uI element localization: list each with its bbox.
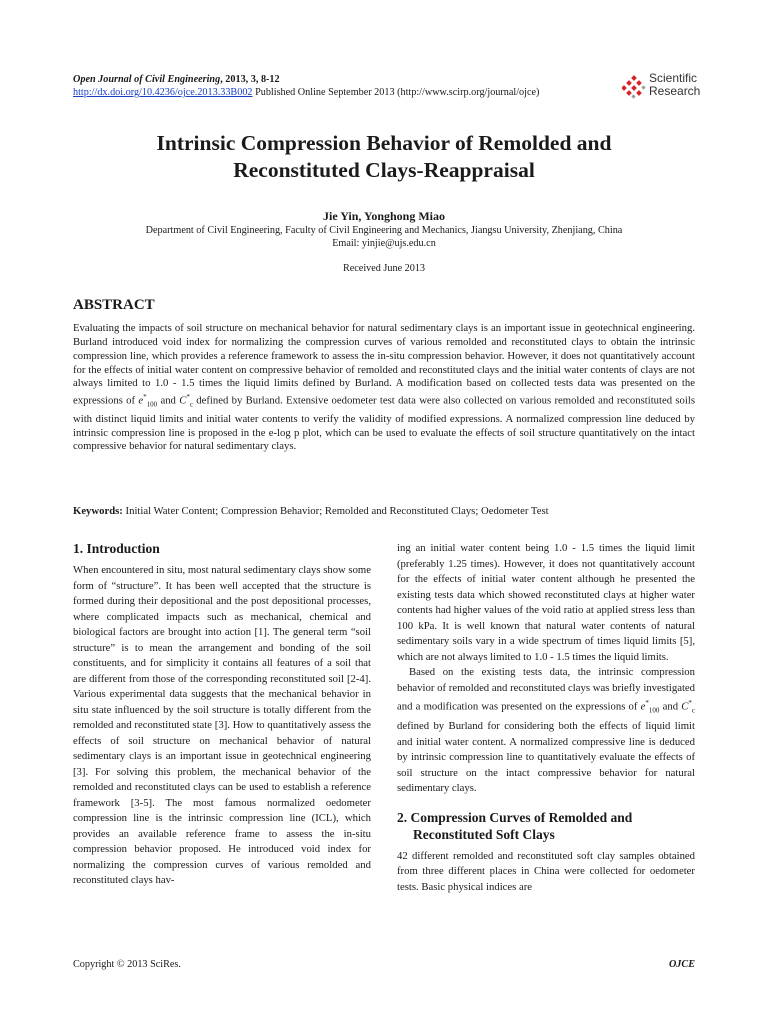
keywords-label: Keywords: [73,505,123,517]
journal-citation: , 2013, 3, 8-12 [220,74,280,85]
left-column [73,540,371,935]
intro-paragraph-1: When encountered in situ, most natural sedimentary clays show some form of “structure”. It has been well accepted that the structure is formed during their depositional and the post depositional processes, where complicated impacts such as mechanical, chemical and biological factors are brought into action [1]. The general term “soil structure” is to mean the arrangement and bonding of the soil constituents, and for simplicity it contains all features of a soil that are different from those of the corresponding reconstituted soil [2-4]. Various experimental data suggests that the mechanical behavior in situ state influenced by the soil structure is totally different from the remolded and reconstituted state [3]. How to quantitatively assess the effects of soil structure on mechanical behavior of natural sedimentary clays is an important issue in geotechnical engineering [3]. For solving this problem, the mechanical behavior of the remolded and reconstituted clays can be used to establish a reference framework [3-5]. The most famous normalized oedometer compression line is the intrinsic compression line (ICL), which provides an available reference frame to assess the in-situ compression behavior proposed. He introduced void index for normalizing the compression curves of various remolded and reconstituted clays hav- [73,564,371,886]
doi-link[interactable]: http://dx.doi.org/10.4236/ojce.2013.33B002 [73,87,253,98]
authors: Jie Yin, Yonghong Miao [322,209,445,223]
journal-header [73,73,539,99]
abstract-heading: ABSTRACT [73,297,155,313]
section2-paragraph: 42 different remolded and reconstituted soft clay samples obtained from three different places in China were collected for oedometer tests. Basic physical indices are [397,849,695,893]
right-column [397,541,695,895]
intro-heading: 1. Introduction [73,541,160,556]
logo-text-line1: Scientific [649,71,698,85]
title-line2: Reconstituted Clays-Reappraisal [233,158,535,182]
title-line1: Intrinsic Compression Behavior of Remolded and [156,131,612,155]
logo-text-line2: Research [649,84,701,98]
affiliation: Department of Civil Engineering, Faculty of Civil Engineering and Mechanics, Jiangsu University, Zhenjiang, China [145,225,623,236]
received-date: Received June 2013 [342,263,426,274]
paper-title [60,130,708,184]
journal-name: Open Journal of Civil Engineering [73,74,221,85]
publication-info: Published Online September 2013 (http://www.scirp.org/journal/ojce) [252,87,540,98]
scientific-research-logo [622,72,702,100]
keywords-text: Initial Water Content; Compression Behavior; Remolded and Reconstituted Clays; Oedometer Test [122,505,549,517]
affiliation-block [60,224,708,250]
intro-paragraph-2: Based on the existing tests data, the intrinsic compression behavior of remolded and reconstituted clays was briefly investigated and a modification was presented on the expressions of $e^*_{100}$ and $C^*_c$ defined by Burland for considering both the effects of liquid limit and initial water content. A normalized compressive line is deduced by intrinsic compression line to quantitatively evaluate the effects of soil structure on the intact compressive behavior for natural sedimentary clays. [397,666,696,795]
email: Email: yinjie@ujs.edu.cn [332,238,436,249]
scirp-logo-icon [622,75,646,99]
section2-heading: 2. Compression Curves of Remolded and Reconstituted Soft Clays [397,809,633,842]
abstract-text: Evaluating the impacts of soil structure on mechanical behavior for natural sedimentary clays is an important issue in geotechnical engineering. Burland introduced void index for normalizing the compression curves of various remolded and reconstituted clays to obtain the intrinsic compression line, which provides a reference framework to assess the in-situ compression behavior. However, it does not quantitatively account for the effects of initial water content on compressive behavior of remolded and reconstituted clays and the initial water contents of clays are not always limited to 1.0 - 1.5 times the liquid limits defined by Burland. A modification based on collected tests data was presented on the expressions of $e^*_{100}$ and $C^*_c$ defined by Burland. Extensive oedometer test data were also collected on various remolded and reconstituted soils with distinct liquid limits and initial water contents to verify the validity of modified expressions. A normalized compression line deduced by intrinsic compression line is proposed in the e-log p plot, which can be used to evaluate the effects of soil structure quantitatively on the intact compressive behavior for natural sedimentary clays. [73,322,695,453]
keywords [73,505,695,517]
intro-paragraph-1-continued: ing an initial water content being 1.0 - 1.5 times the liquid limit (preferably 1.25 times). However, it does not quantitatively account for the effects of initial water content although he presented the existing tests data which showed reconstituted clays at higher water contents had higher values of the void ratio at applied stress less than 100 kPa. It is well known that natural water contents of natural sedimentary soils vary in a wide spectrum of times liquid limits [5], which are not always limited to 1.0 - 1.5 times the liquid limits. [397,542,695,663]
footer-journal: OJCE [668,959,695,970]
footer-copyright: Copyright © 2013 SciRes. [73,959,181,970]
